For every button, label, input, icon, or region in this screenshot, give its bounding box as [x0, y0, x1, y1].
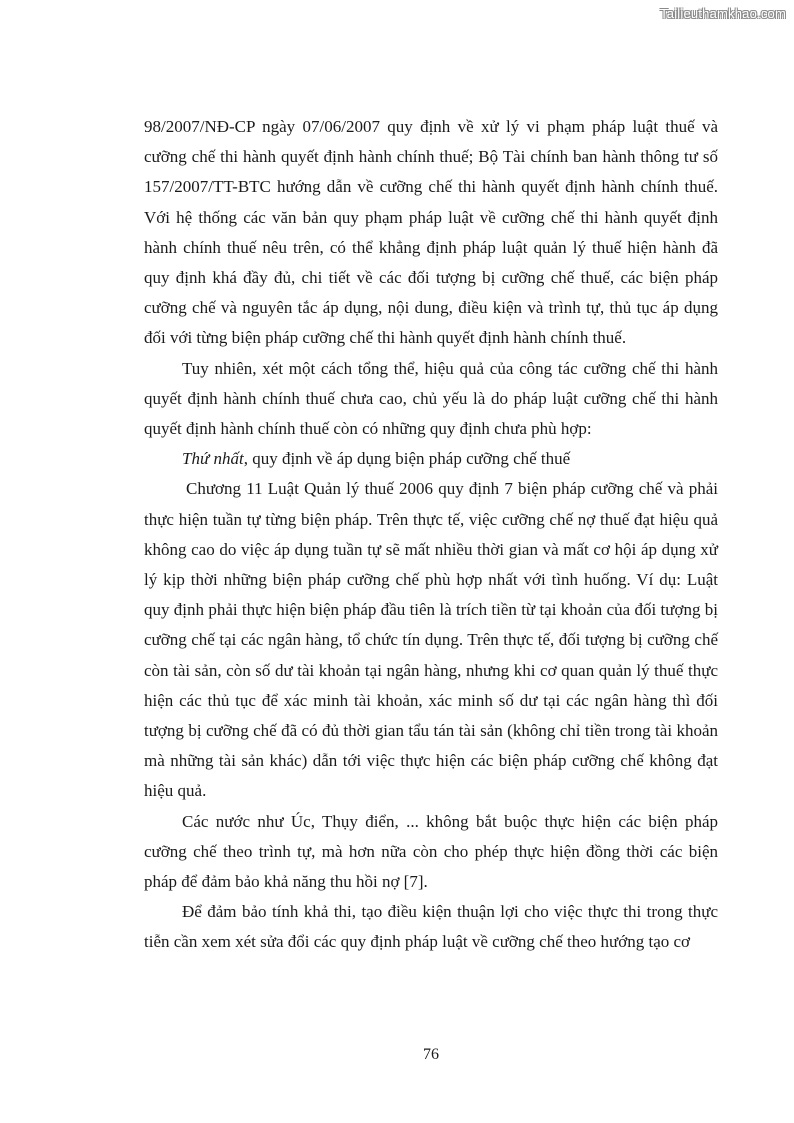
- paragraph-6: Để đảm bảo tính khả thi, tạo điều kiện thuận lợi cho việc thực thi trong thực tiễn cần xem xét sửa đổi các quy định pháp luật về cưỡng chế theo hướng tạo cơ: [144, 902, 718, 952]
- paragraph-1: 98/2007/NĐ-CP ngày 07/06/2007 quy định về xử lý vi phạm pháp luật thuế và cưỡng chế thi hành quyết định hành chính thuế; Bộ Tài chính ban hành thông tư số 157/2007/TT-BTC hướng dẫn về cưỡng chế thi hành quyết định hành chính thuế. Với hệ thống các văn bản quy phạm pháp luật về cưỡng chế thi hành quyết định hành chính thuế nêu trên, có thể khẳng định pháp luật quản lý thuế hiện hành đã quy định khá đầy đủ, chi tiết về các đối tượng bị cưỡng chế thuế, các biện pháp cưỡng chế và nguyên tắc áp dụng, nội dung, điều kiện và trình tự, thủ tục áp dụng đối với từng biện pháp cưỡng chế thi hành quyết định hành chính thuế.: [144, 117, 718, 348]
- heading-italic-prefix: Thứ nhất: [182, 449, 244, 469]
- page-number: 76: [423, 1046, 439, 1063]
- watermark-text: Tailieuthamkhao.com: [660, 6, 786, 21]
- document-body: [144, 112, 718, 958]
- paragraph-2: Tuy nhiên, xét một cách tổng thể, hiệu quả của công tác cưỡng chế thi hành quyết định hành chính thuế chưa cao, chủ yếu là do pháp luật cưỡng chế thi hành quyết định hành chính thuế còn có những quy định chưa phù hợp:: [144, 358, 718, 439]
- paragraph-3-heading: [144, 444, 718, 474]
- paragraph-4: Chương 11 Luật Quản lý thuế 2006 quy định 7 biện pháp cưỡng chế và phải thực hiện tuần tự từng biện pháp. Trên thực tế, việc cưỡng chế nợ thuế đạt hiệu quả không cao do việc áp dụng tuần tự sẽ mất nhiều thời gian và mất cơ hội áp dụng xử lý kịp thời những biện pháp cưỡng chế phù hợp nhất với tình huống. Ví dụ: Luật quy định phải thực hiện biện pháp đầu tiên là trích tiền từ tại khoản của đối tượng bị cưỡng chế tại các ngân hàng, tổ chức tín dụng. Trên thực tế, đối tượng bị cưỡng chế còn tài sản, còn số dư tài khoản tại ngân hàng, nhưng khi cơ quan quản lý thuế thực hiện các thủ tục để xác minh tài khoản, xác minh số dư tại các ngân hàng thì đối tượng bị cưỡng chế đã có đủ thời gian tẩu tán tài sản (không chỉ tiền trong tài khoản mà những tài sản khác) dẫn tới việc thực hiện các biện pháp cưỡng chế không đạt hiệu quả.: [144, 479, 718, 801]
- paragraph-5: Các nước như Úc, Thụy điển, ... không bắt buộc thực hiện các biện pháp cưỡng chế theo trình tự, mà hơn nữa còn cho phép thực hiện đồng thời các biện pháp để đảm bảo khả năng thu hồi nợ [7].: [144, 811, 718, 892]
- heading-rest: , quy định về áp dụng biện pháp cưỡng chế thuế: [243, 449, 571, 469]
